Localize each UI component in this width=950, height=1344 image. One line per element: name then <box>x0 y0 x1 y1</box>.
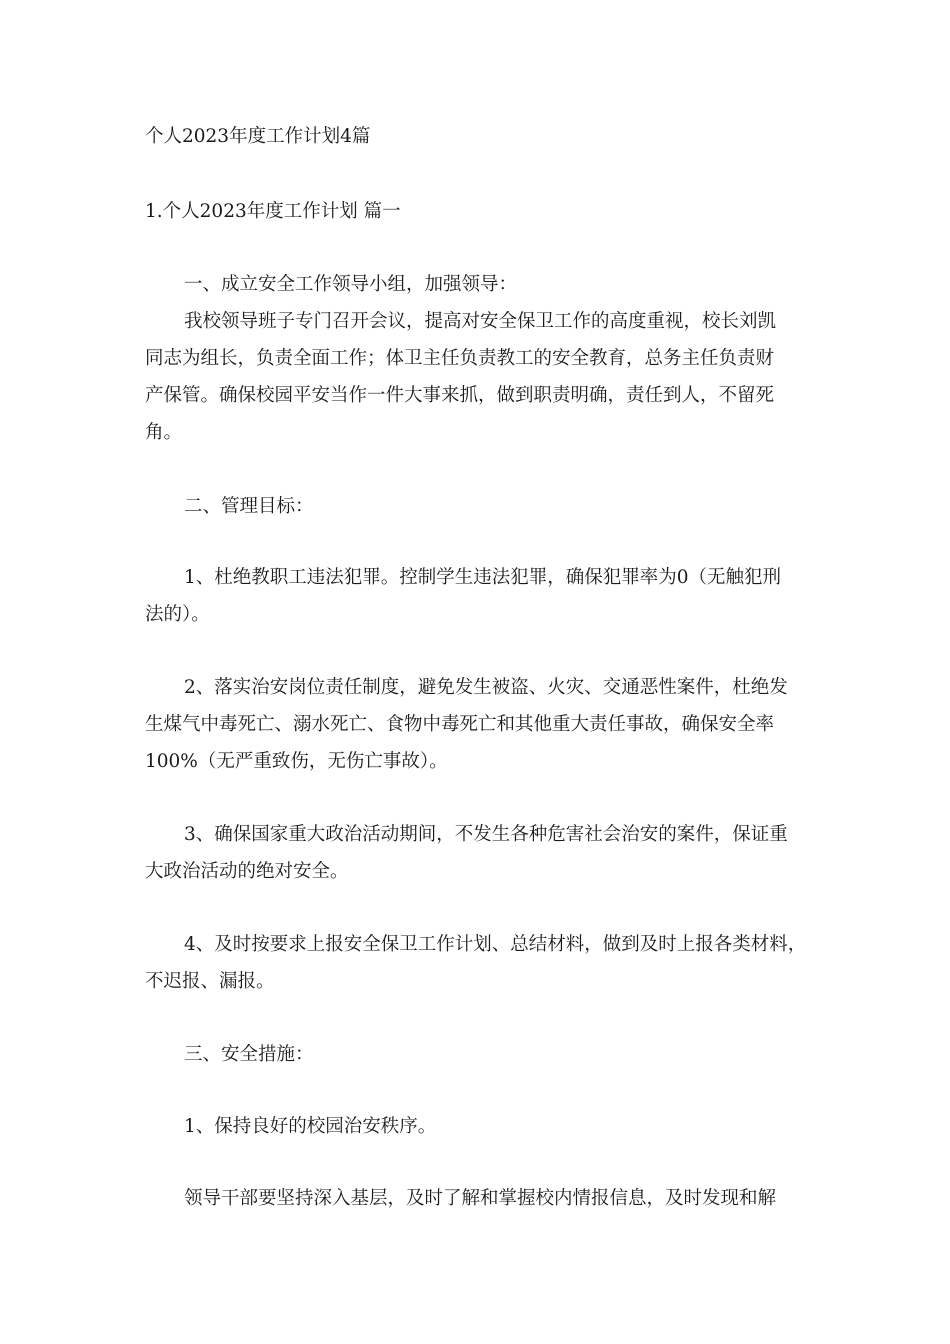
section-heading: 三、安全措施： <box>184 1044 314 1065</box>
list-item-continuation: 不迟报、漏报。 <box>145 971 275 992</box>
section-heading: 一、成立安全工作领导小组，加强领导： <box>184 274 518 295</box>
list-item-continuation: 大政治活动的绝对安全。 <box>145 861 349 882</box>
list-item-continuation: 法的）。 <box>145 604 210 625</box>
paragraph-line: 领导干部要坚持深入基层，及时了解和掌握校内情报信息，及时发现和解 <box>184 1188 777 1209</box>
list-item: 3、确保国家重大政治活动期间，不发生各种危害社会治安的案件，保证重 <box>184 824 788 845</box>
paragraph-line: 同志为组长，负责全面工作；体卫主任负责教工的安全教育，总务主任负责财 <box>145 348 775 369</box>
list-item: 4、及时按要求上报安全保卫工作计划、总结材料，做到及时上报各类材料， <box>184 934 807 955</box>
list-item-continuation: 生煤气中毒死亡、溺水死亡、食物中毒死亡和其他重大责任事故，确保安全率 <box>145 714 775 735</box>
paragraph-line: 角。 <box>145 422 183 443</box>
document-title: 个人2023年度工作计划4篇 <box>145 126 371 147</box>
paragraph-line: 产保管。确保校园平安当作一件大事来抓，做到职责明确，责任到人，不留死 <box>145 385 775 406</box>
document-subtitle: 1.个人2023年度工作计划 篇一 <box>145 201 401 222</box>
list-item-continuation: 100%（无严重致伤，无伤亡事故）。 <box>145 751 448 772</box>
list-item: 1、杜绝教职工违法犯罪。控制学生违法犯罪，确保犯罪率为0（无触犯刑 <box>184 567 782 588</box>
paragraph-line: 我校领导班子专门召开会议，提高对安全保卫工作的高度重视，校长刘凯 <box>184 311 777 332</box>
list-item: 2、落实治安岗位责任制度，避免发生被盗、火灾、交通恶性案件，杜绝发 <box>184 677 788 698</box>
list-item: 1、保持良好的校园治安秩序。 <box>184 1116 437 1137</box>
section-heading: 二、管理目标： <box>184 496 314 517</box>
